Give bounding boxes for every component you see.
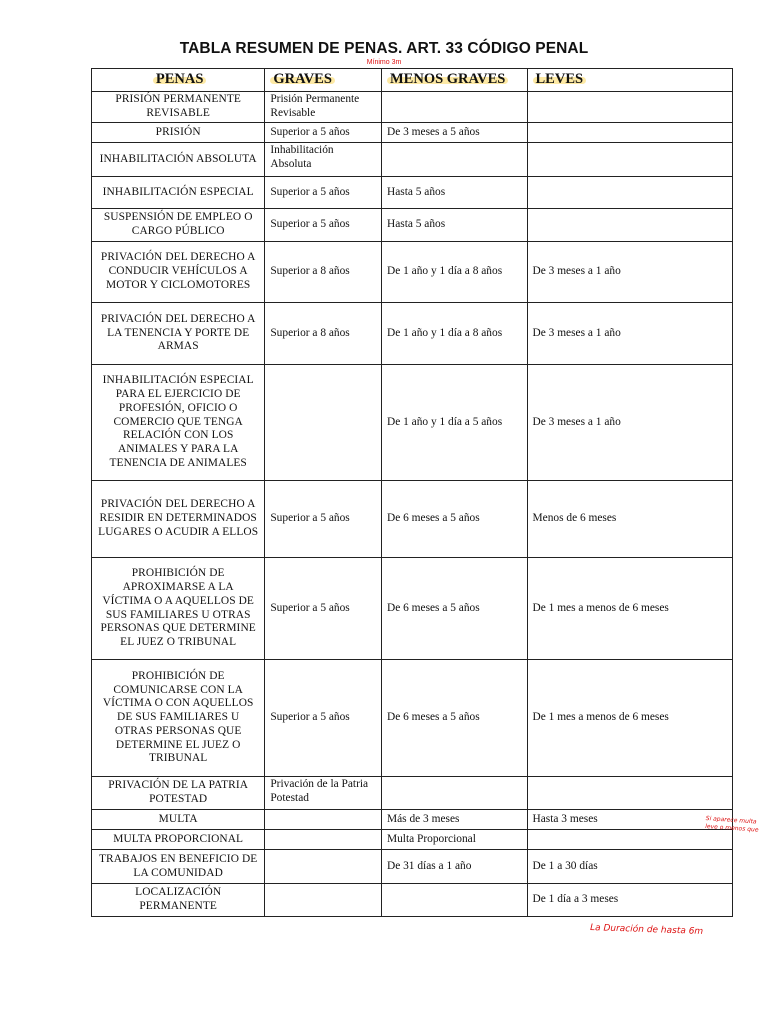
table-row xyxy=(92,810,733,830)
cell-leves: De 3 meses a 1 año xyxy=(527,303,732,365)
table-row xyxy=(92,481,733,558)
table-row xyxy=(92,365,733,481)
table-row xyxy=(92,303,733,365)
cell-graves: Superior a 5 años xyxy=(265,177,382,209)
cell-pena: PROHIBICIÓN DE APROXIMARSE A LA VÍCTIMA O A AQUELLOS DE SUS FAMILIARES U OTRAS PERSONAS QUE DETERMINE EL JUEZ O TRIBUNAL xyxy=(92,558,265,660)
cell-leves: De 1 mes a menos de 6 meses xyxy=(527,558,732,660)
cell-pena: PRISIÓN xyxy=(92,123,265,143)
cell-leves: De 1 día a 3 meses xyxy=(527,884,732,917)
cell-pena: PRIVACIÓN DEL DERECHO A CONDUCIR VEHÍCULOS A MOTOR Y CICLOMOTORES xyxy=(92,242,265,303)
cell-pena: PRIVACIÓN DEL DERECHO A RESIDIR EN DETERMINADOS LUGARES O ACUDIR A ELLOS xyxy=(92,481,265,558)
table-row xyxy=(92,177,733,209)
table-row xyxy=(92,123,733,143)
cell-leves xyxy=(527,830,732,850)
cell-graves: Superior a 8 años xyxy=(265,303,382,365)
cell-leves: Menos de 6 meses xyxy=(527,481,732,558)
cell-pena: INHABILITACIÓN ESPECIAL xyxy=(92,177,265,209)
table-row xyxy=(92,884,733,917)
cell-graves: Superior a 8 años xyxy=(265,242,382,303)
cell-leves: De 1 a 30 días xyxy=(527,850,732,884)
handwritten-note-duracion: La Duración de hasta 6m xyxy=(589,923,704,937)
cell-pena: PRISIÓN PERMANENTE REVISABLE xyxy=(92,92,265,123)
table-row xyxy=(92,660,733,777)
table-row xyxy=(92,777,733,810)
cell-graves xyxy=(265,365,382,481)
table-row xyxy=(92,92,733,123)
cell-graves: Inhabilitación Absoluta xyxy=(265,143,382,177)
cell-menos-graves: Más de 3 meses xyxy=(381,810,527,830)
header-penas: PENAS xyxy=(92,69,265,92)
cell-pena: PRIVACIÓN DE LA PATRIA POTESTAD xyxy=(92,777,265,810)
cell-graves xyxy=(265,810,382,830)
cell-pena: LOCALIZACIÓN PERMANENTE xyxy=(92,884,265,917)
table-row xyxy=(92,558,733,660)
cell-pena: MULTA PROPORCIONAL xyxy=(92,830,265,850)
cell-menos-graves xyxy=(381,92,527,123)
penalties-table xyxy=(91,68,733,917)
table-row xyxy=(92,830,733,850)
cell-pena: PROHIBICIÓN DE COMUNICARSE CON LA VÍCTIMA O CON AQUELLOS DE SUS FAMILIARES U OTRAS PERSONAS QUE DETERMINE EL JUEZ O TRIBUNAL xyxy=(92,660,265,777)
cell-menos-graves: De 1 año y 1 día a 8 años xyxy=(381,303,527,365)
cell-graves xyxy=(265,830,382,850)
cell-leves: Hasta 3 meses xyxy=(527,810,732,830)
page-title: TABLA RESUMEN DE PENAS. ART. 33 CÓDIGO PENAL xyxy=(179,40,589,57)
cell-pena: PRIVACIÓN DEL DERECHO A LA TENENCIA Y PORTE DE ARMAS xyxy=(92,303,265,365)
cell-leves xyxy=(527,92,732,123)
annotation-minimo: Mínimo 3m xyxy=(366,59,402,66)
cell-pena: MULTA xyxy=(92,810,265,830)
cell-graves: Superior a 5 años xyxy=(265,209,382,242)
cell-pena: TRABAJOS EN BENEFICIO DE LA COMUNIDAD xyxy=(92,850,265,884)
cell-menos-graves xyxy=(381,884,527,917)
cell-menos-graves: Multa Proporcional xyxy=(381,830,527,850)
cell-graves: Prisión Permanente Revisable xyxy=(265,92,382,123)
cell-menos-graves: De 6 meses a 5 años xyxy=(381,481,527,558)
header-menos-graves: MENOS GRAVES xyxy=(381,69,527,92)
cell-pena: INHABILITACIÓN ABSOLUTA xyxy=(92,143,265,177)
cell-leves xyxy=(527,209,732,242)
cell-pena: SUSPENSIÓN DE EMPLEO O CARGO PÚBLICO xyxy=(92,209,265,242)
cell-menos-graves: De 6 meses a 5 años xyxy=(381,660,527,777)
cell-graves xyxy=(265,884,382,917)
table-row xyxy=(92,242,733,303)
cell-menos-graves: De 1 año y 1 día a 8 años xyxy=(381,242,527,303)
cell-menos-graves: De 3 meses a 5 años xyxy=(381,123,527,143)
table-row xyxy=(92,850,733,884)
cell-leves: De 1 mes a menos de 6 meses xyxy=(527,660,732,777)
cell-leves: De 3 meses a 1 año xyxy=(527,365,732,481)
cell-graves: Superior a 5 años xyxy=(265,481,382,558)
cell-leves xyxy=(527,143,732,177)
cell-menos-graves xyxy=(381,143,527,177)
table-header-row xyxy=(92,69,733,92)
cell-graves: Superior a 5 años xyxy=(265,558,382,660)
cell-menos-graves: De 6 meses a 5 años xyxy=(381,558,527,660)
cell-leves: De 3 meses a 1 año xyxy=(527,242,732,303)
cell-graves xyxy=(265,850,382,884)
cell-menos-graves: De 31 días a 1 año xyxy=(381,850,527,884)
cell-graves: Superior a 5 años xyxy=(265,123,382,143)
cell-leves xyxy=(527,123,732,143)
table-row xyxy=(92,209,733,242)
cell-leves xyxy=(527,177,732,209)
cell-leves xyxy=(527,777,732,810)
cell-graves: Superior a 5 años xyxy=(265,660,382,777)
cell-graves: Privación de la Patria Potestad xyxy=(265,777,382,810)
cell-menos-graves: De 1 año y 1 día a 5 años xyxy=(381,365,527,481)
table-row xyxy=(92,143,733,177)
cell-menos-graves: Hasta 5 años xyxy=(381,177,527,209)
header-leves: LEVES xyxy=(527,69,732,92)
handwritten-note-multa: Si aparece multa leve o menos que xyxy=(704,815,759,834)
cell-pena: INHABILITACIÓN ESPECIAL PARA EL EJERCICIO DE PROFESIÓN, OFICIO O COMERCIO QUE TENGA RELACIÓN CON LOS ANIMALES Y PARA LA TENENCIA DE ANIMALES xyxy=(92,365,265,481)
header-graves: GRAVES xyxy=(265,69,382,92)
cell-menos-graves xyxy=(381,777,527,810)
cell-menos-graves: Hasta 5 años xyxy=(381,209,527,242)
